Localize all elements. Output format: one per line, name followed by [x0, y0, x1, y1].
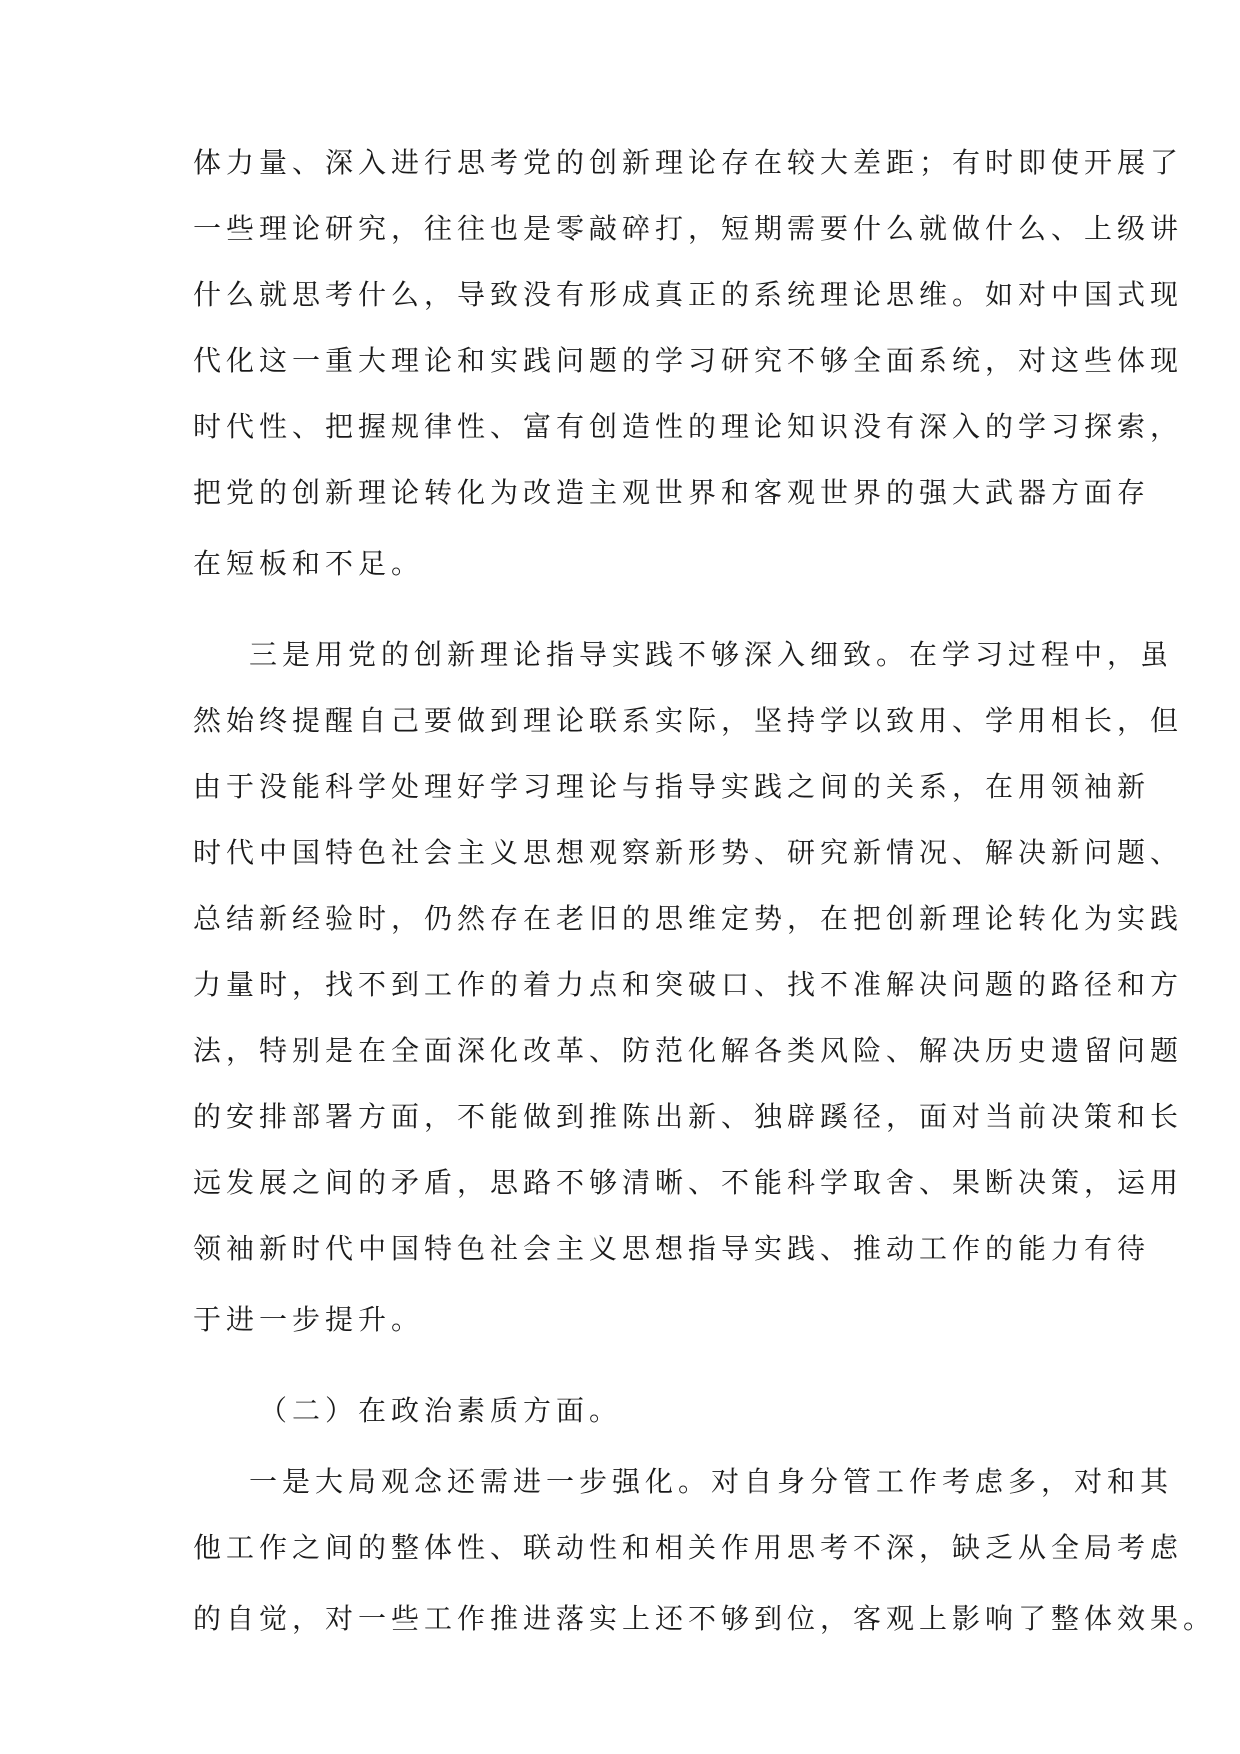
paragraph-2-line: 的安排部署方面，不能做到推陈出新、独辟蹊径，面对当前决策和长	[193, 1100, 1184, 1133]
paragraph-3-line: 一是大局观念还需进一步强化。对自身分管工作考虑多，对和其	[249, 1465, 1174, 1498]
paragraph-3-line: 他工作之间的整体性、联动性和相关作用思考不深，缺乏从全局考虑	[193, 1531, 1184, 1564]
paragraph-1-line: 一些理论研究，往往也是零敲碎打，短期需要什么就做什么、上级讲	[193, 212, 1184, 245]
paragraph-2-line: 由于没能科学处理好学习理论与指导实践之间的关系，在用领袖新	[193, 770, 1151, 803]
section-heading: （二）在政治素质方面。	[259, 1394, 623, 1427]
paragraph-2-line: 远发展之间的矛盾，思路不够清晰、不能科学取舍、果断决策，运用	[193, 1166, 1184, 1199]
paragraph-1-line: 把党的创新理论转化为改造主观世界和客观世界的强大武器方面存	[193, 476, 1151, 509]
paragraph-2-line: 三是用党的创新理论指导实践不够深入细致。在学习过程中，虽	[249, 638, 1174, 671]
paragraph-2-line: 领袖新时代中国特色社会主义思想指导实践、推动工作的能力有待	[193, 1232, 1151, 1265]
paragraph-1-line: 代化这一重大理论和实践问题的学习研究不够全面系统，对这些体现	[193, 344, 1184, 377]
paragraph-2-line: 然始终提醒自己要做到理论联系实际，坚持学以致用、学用相长，但	[193, 704, 1184, 737]
paragraph-1-line: 什么就思考什么，导致没有形成真正的系统理论思维。如对中国式现	[193, 278, 1184, 311]
paragraph-2-line: 时代中国特色社会主义思想观察新形势、研究新情况、解决新问题、	[193, 836, 1184, 869]
paragraph-1-line: 体力量、深入进行思考党的创新理论存在较大差距；有时即使开展了	[193, 146, 1184, 179]
paragraph-1-line: 时代性、把握规律性、富有创造性的理论知识没有深入的学习探索，	[193, 410, 1184, 443]
paragraph-2-line: 力量时，找不到工作的着力点和突破口、找不准解决问题的路径和方	[193, 968, 1184, 1001]
paragraph-2-line: 法，特别是在全面深化改革、防范化解各类风险、解决历史遗留问题	[193, 1034, 1184, 1067]
paragraph-2-line: 总结新经验时，仍然存在老旧的思维定势，在把创新理论转化为实践	[193, 902, 1184, 935]
paragraph-3-line: 的自觉，对一些工作推进落实上还不够到位，客观上影响了整体效果。	[193, 1602, 1217, 1635]
paragraph-2-line: 于进一步提升。	[193, 1303, 425, 1336]
paragraph-1-line: 在短板和不足。	[193, 547, 425, 580]
